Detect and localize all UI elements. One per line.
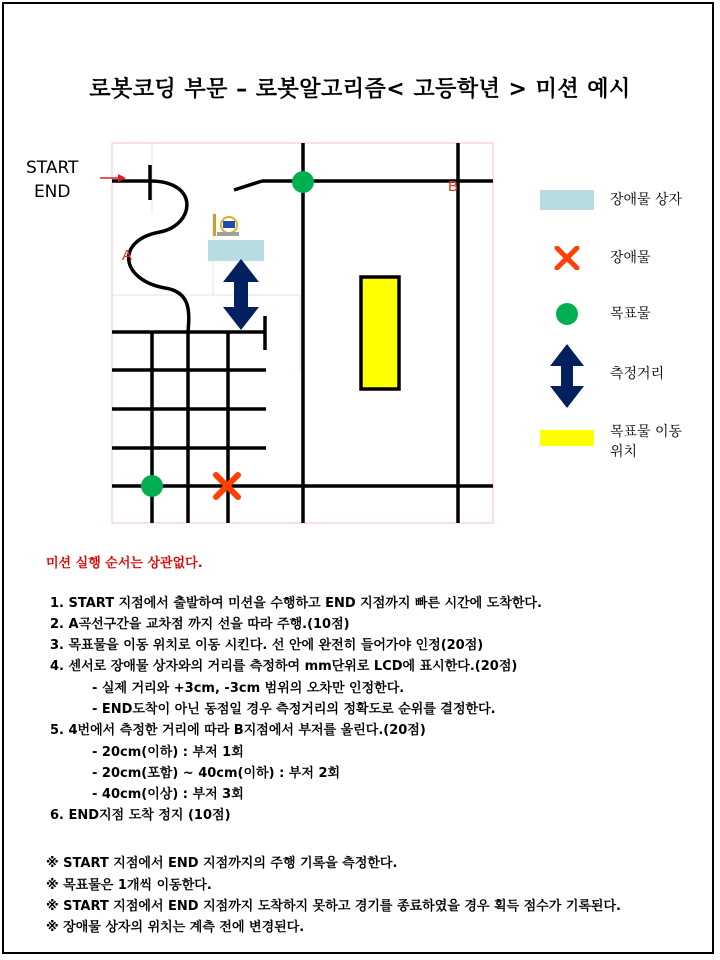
- rule-item: 3. 목표물을 이동 위치로 이동 시킨다. 선 안에 완전히 들어가야 인정(20점): [50, 638, 484, 653]
- rule-subitem: - 20cm(이하) : 부저 1회: [92, 745, 244, 760]
- point-b-label: B: [448, 178, 459, 195]
- track-lines: [112, 143, 493, 523]
- yellow-swatch: [540, 430, 594, 446]
- sensor-icon: [213, 214, 239, 236]
- legend-label: 장애물: [610, 250, 651, 266]
- note-item: ※ START 지점에서 END 지점까지 도착하지 못하고 경기를 종료하였을 경우 획득 점수가 기록된다.: [46, 899, 621, 914]
- rule-item: 6. END지점 도착 정지 (10점): [50, 808, 231, 823]
- target-zone: [361, 277, 399, 389]
- angled-line: [234, 181, 262, 190]
- start-label: START: [26, 158, 79, 178]
- legend-label: 장애물 상자: [610, 192, 683, 208]
- note-item: ※ 장애물 상자의 위치는 계측 전에 변경된다.: [46, 920, 305, 935]
- rule-subitem: - 20cm(포함) ~ 40cm(이하) : 부저 2회: [92, 766, 341, 781]
- rule-item: 1. START 지점에서 출발하여 미션을 수행하고 END 지점까지 빠른 시간에 도착한다.: [50, 596, 542, 611]
- mission-order-note: 미션 실행 순서는 상관없다.: [46, 556, 203, 571]
- rule-subitem: - 40cm(이상) : 부저 3회: [92, 787, 244, 802]
- note-item: ※ 목표물은 1개씩 이동한다.: [46, 878, 212, 893]
- target-circle: [141, 475, 163, 497]
- rule-subitem: - 실제 거리와 +3cm, -3cm 범위의 오차만 인정한다.: [92, 681, 405, 696]
- legend-label: 목표물 이동 위치: [610, 424, 683, 460]
- curve-a: [129, 181, 189, 332]
- faint-grid: [112, 143, 300, 372]
- obstacle-box-swatch: [540, 190, 594, 210]
- rule-item: 2. A곡선구간을 교차점 까지 선을 따라 주행.(10점): [50, 617, 350, 632]
- rule-item: 5. 4번에서 측정한 거리에 따라 B지점에서 부저를 울린다.(20점): [50, 723, 426, 738]
- end-label: END: [33, 182, 71, 202]
- double-arrow-icon: [540, 344, 594, 408]
- page-title: 로봇코딩 부문 – 로봇알고리즘< 고등학년 > 미션 예시: [89, 77, 631, 102]
- point-a-label: A: [122, 247, 133, 264]
- cross-icon: [540, 246, 594, 270]
- note-item: ※ START 지점에서 END 지점까지의 주행 기록을 측정한다.: [46, 856, 398, 871]
- rule-item: 4. 센서로 장애물 상자와의 거리를 측정하여 mm단위로 LCD에 표시한다.(20점): [50, 659, 518, 674]
- circle-icon: [540, 302, 594, 326]
- target-circle: [292, 171, 314, 193]
- legend-label: 목표물: [610, 306, 651, 322]
- rule-subitem: - END도착이 아닌 동점일 경우 측정거리의 정확도로 순위를 결정한다.: [92, 702, 496, 717]
- legend-label: 측정거리: [610, 366, 665, 382]
- obstacle-box: [208, 240, 264, 261]
